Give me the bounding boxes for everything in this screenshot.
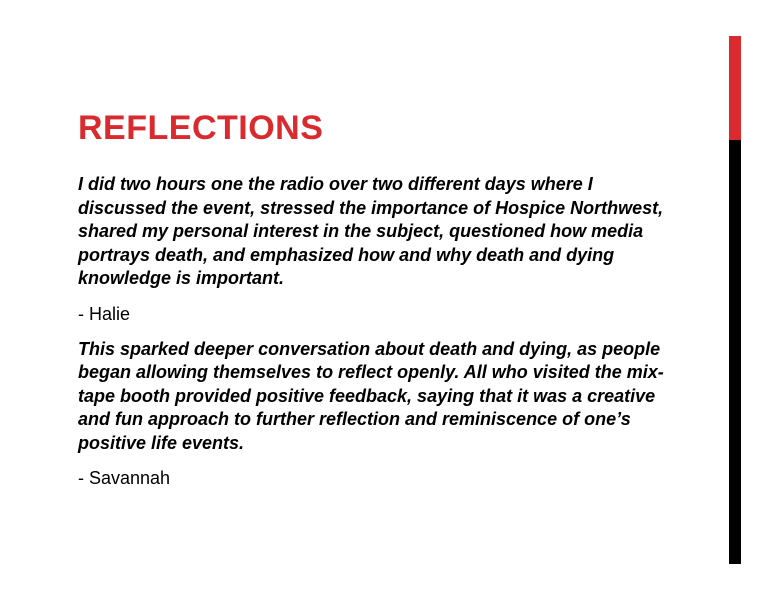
quote-halie: I did two hours one the radio over two different days where I discussed the event, stressed the importance of Hospice Northwest, shared my personal interest in the subject, questioned how media portrays death, and emphasized how and why death and dying knowledge is important. (78, 174, 664, 288)
side-accent-bar-red-segment (729, 36, 741, 140)
quote-savannah: This sparked deeper conversation about death and dying, as people began allowing themselves to reflect openly. All who visited the mix-tape booth provided positive feedback, saying that it was a creative and fun approach to further reflection and reminiscence of one’s positive life events. (78, 338, 664, 453)
slide-content (78, 173, 678, 502)
side-accent-bar (729, 36, 741, 564)
slide-title: REFLECTIONS (78, 109, 324, 147)
attribution-savannah: - Savannah (78, 468, 171, 488)
attribution-halie: - Halie (78, 303, 131, 324)
